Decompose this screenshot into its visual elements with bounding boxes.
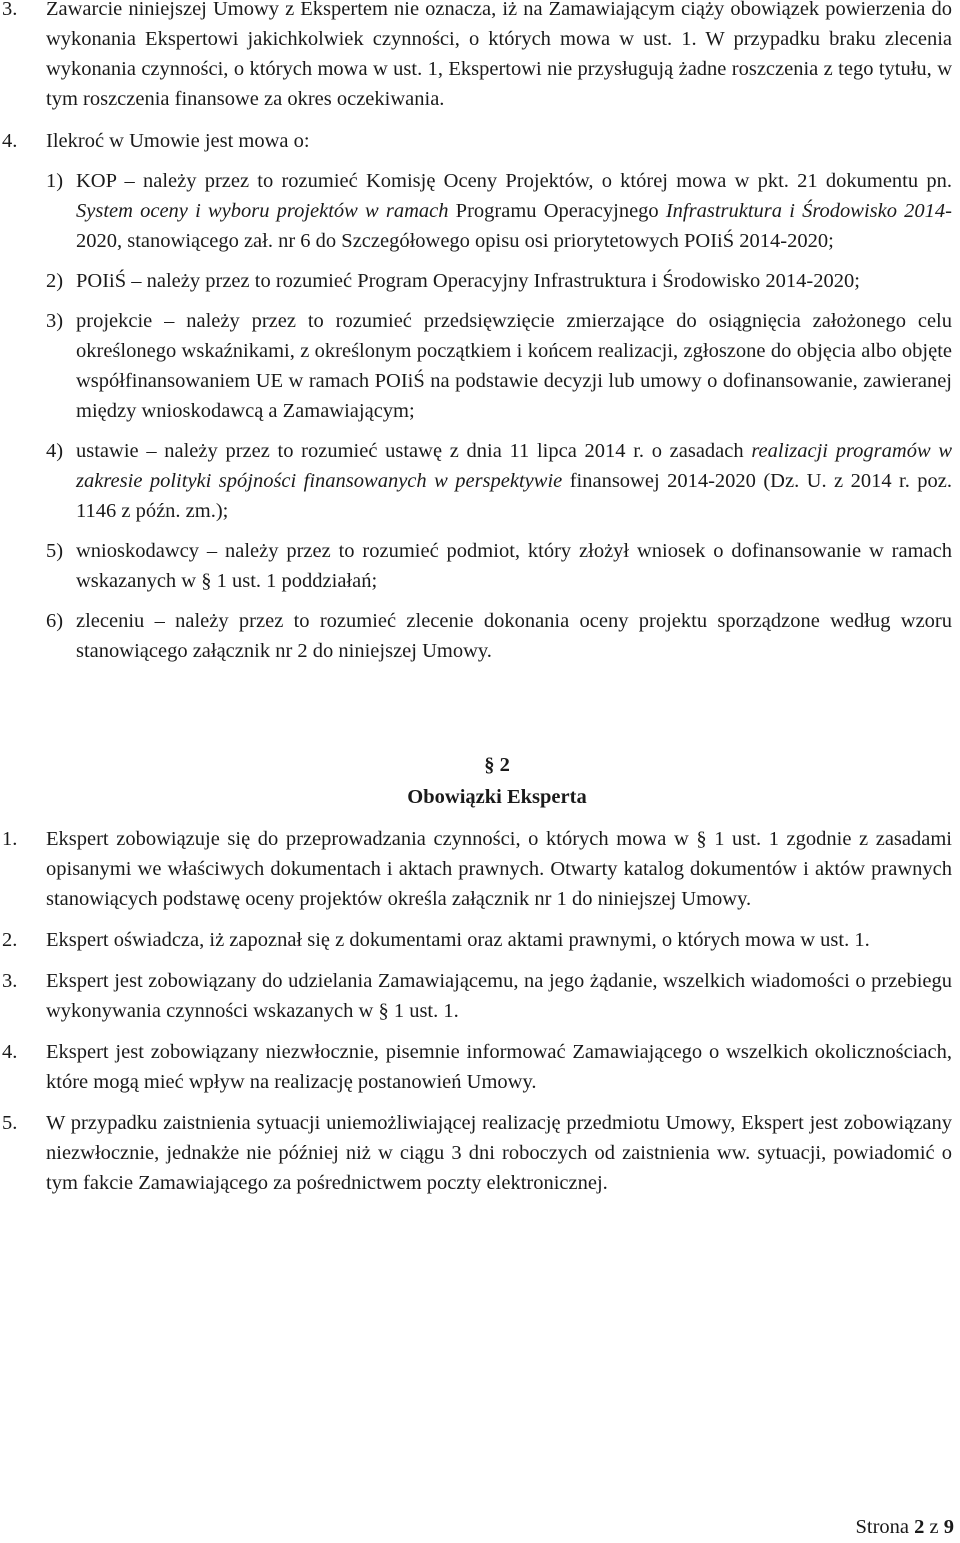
paragraph-3 xyxy=(2,0,952,114)
footer-label: Strona xyxy=(855,1516,910,1538)
duty-number: 5. xyxy=(2,1112,18,1134)
definition-text-part: Programu Operacyjnego xyxy=(448,200,666,222)
section-2-number: § 2 xyxy=(484,754,510,776)
paragraph-text: Zawarcie niniejszej Umowy z Ekspertem nie oznacza, iż na Zamawiającym ciąży obowiązek powierzenia do wykonania Ekspertowi jakichkolwiek czynności, o których mowa w ust. 1. W przypadku braku zlecenia wykonania czynności, o których mowa w ust. 1, Ekspertowi nie przysługują żadne roszczenia z tego tytułu, w tym roszczenia finansowe za okres oczekiwania. xyxy=(46,0,952,110)
paragraph-number: 3. xyxy=(2,0,18,20)
definition-text: wnioskodawcy – należy przez to rozumieć podmiot, który złożył wniosek o dofinansowanie w ramach wskazanych w § 1 ust. 1 poddziałań; xyxy=(76,540,952,592)
duty-text: Ekspert zobowiązuje się do przeprowadzania czynności, o których mowa w § 1 ust. 1 zgodnie z zasadami opisanymi we właściwych dokumentach i aktach prawnych. Otwarty katalog dokumentów i aktów prawnych stanowiących podstawę oceny projektów określa załącznik nr 1 do niniejszej Umowy. xyxy=(46,828,952,910)
duty-number: 1. xyxy=(2,828,18,850)
definition-text xyxy=(76,166,952,256)
paragraph-text: Ilekroć w Umowie jest mowa o: xyxy=(46,130,310,152)
definition-text xyxy=(76,436,952,526)
duty-5 xyxy=(2,1108,952,1198)
footer-page: 2 xyxy=(914,1516,925,1538)
duty-text: Ekspert jest zobowiązany do udzielania Zamawiającemu, na jego żądanie, wszelkich wiadomości o przebiegu wykonywania czynności wskazanych w § 1 ust. 1. xyxy=(46,970,952,1022)
definition-italic-part: System oceny i wyboru projektów w ramach xyxy=(76,200,449,222)
definition-6 xyxy=(46,606,952,666)
definition-number: 3) xyxy=(46,310,64,332)
duty-4 xyxy=(2,1037,952,1097)
section-2-title: Obowiązki Eksperta xyxy=(407,786,587,808)
definition-text: zleceniu – należy przez to rozumieć zlecenie dokonania oceny projektu sporządzone według wzoru stanowiącego załącznik nr 2 do niniejszej Umowy. xyxy=(76,610,952,662)
paragraph-number: 4. xyxy=(2,130,18,152)
definition-2 xyxy=(46,266,952,296)
definition-text-part: -2020, stanowiącego zał. nr 6 do Szczegółowego opisu osi priorytetowych POIiŚ 2014-2020; xyxy=(76,200,952,252)
duty-number: 3. xyxy=(2,970,18,992)
paragraph-4 xyxy=(2,126,952,156)
definition-number: 2) xyxy=(46,270,64,292)
duty-text: Ekspert jest zobowiązany niezwłocznie, pisemnie informować Zamawiającego o wszelkich okolicznościach, które mogą mieć wpływ na realizację postanowień Umowy. xyxy=(46,1041,952,1093)
definition-3 xyxy=(46,306,952,426)
definition-text-part: ustawie – należy przez to rozumieć ustawę z dnia 11 lipca 2014 r. o zasadach xyxy=(76,440,752,462)
definition-1 xyxy=(46,166,952,256)
definition-5 xyxy=(46,536,952,596)
definition-text-part: KOP – należy przez to rozumieć Komisję Oceny Projektów, o której mowa w pkt. 21 dokumentu pn. xyxy=(76,170,952,192)
footer-sep: z xyxy=(929,1516,939,1538)
definition-number: 5) xyxy=(46,540,64,562)
duty-3 xyxy=(2,966,952,1026)
definition-number: 4) xyxy=(46,440,64,462)
definition-4 xyxy=(46,436,952,526)
definition-number: 6) xyxy=(46,610,64,632)
duty-number: 4. xyxy=(2,1041,18,1063)
definition-italic-part: realizacji programów w zakresie polityki spójności finansowanych w perspektywie xyxy=(76,440,952,492)
duty-number: 2. xyxy=(2,929,18,951)
page-number-footer xyxy=(855,1512,954,1542)
definition-text-part: finansowej 2014-2020 (Dz. U. z 2014 r. poz. 1146 z późn. zm.); xyxy=(76,470,953,522)
duty-2 xyxy=(2,925,952,955)
definition-text: projekcie – należy przez to rozumieć przedsięwzięcie zmierzające do osiągnięcia założonego celu określonego wskaźnikami, z określonym początkiem i końcem realizacji, zgłoszone do objęcia albo objęte współfinansowaniem UE w ramach POIiŚ na podstawie decyzji lub umowy o dofinansowanie, zawieranej między wnioskodawcą a Zamawiającym; xyxy=(76,310,952,422)
definition-number: 1) xyxy=(46,170,64,192)
definition-italic-part: Infrastruktura i Środowisko 2014 xyxy=(665,200,946,222)
duty-1 xyxy=(2,824,952,914)
duty-text: Ekspert oświadcza, iż zapoznał się z dokumentami oraz aktami prawnymi, o których mowa w ust. 1. xyxy=(46,929,870,951)
definition-text: POIiŚ – należy przez to rozumieć Program Operacyjny Infrastruktura i Środowisko 2014-2020; xyxy=(76,270,860,292)
footer-total: 9 xyxy=(943,1516,954,1538)
duty-text: W przypadku zaistnienia sytuacji uniemożliwiającej realizację przedmiotu Umowy, Ekspert jest zobowiązany niezwłocznie, jednakże nie później niż w ciągu 3 dni roboczych od zaistnienia ww. sytuacji, powiadomić o tym fakcie Zamawiającego za pośrednictwem poczty elektronicznej. xyxy=(46,1112,952,1194)
